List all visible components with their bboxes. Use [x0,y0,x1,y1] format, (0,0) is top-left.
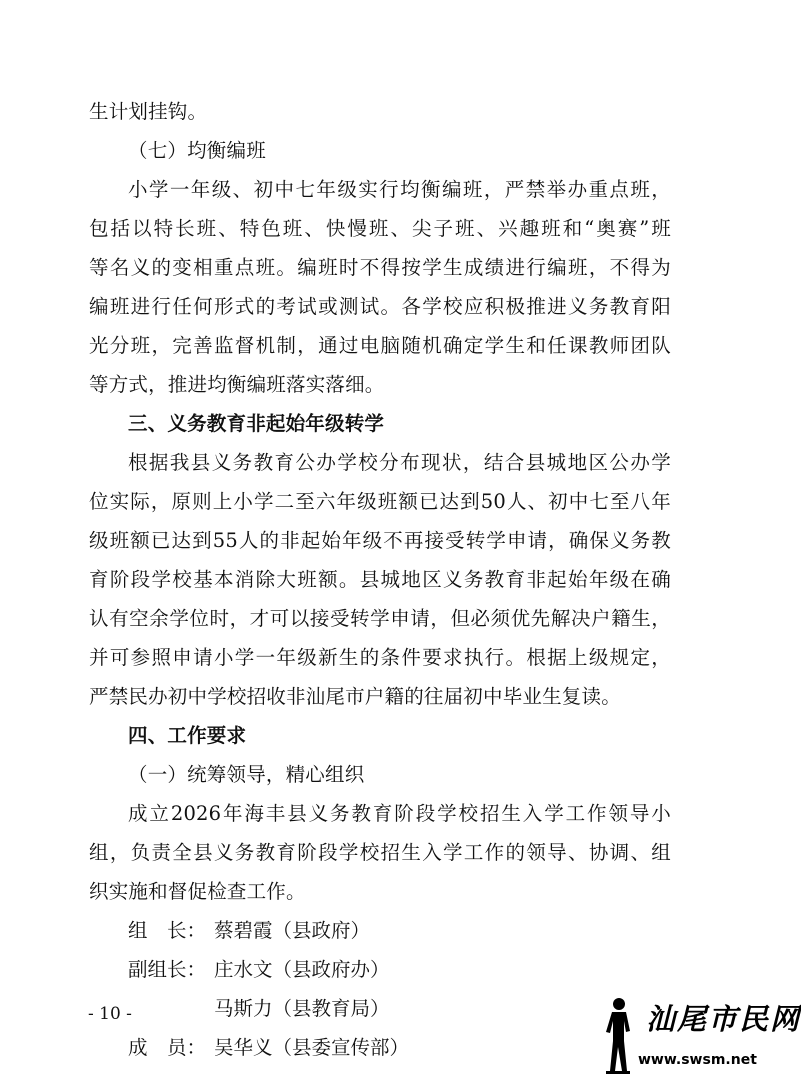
section-subheading: （七）均衡编班 [128,139,266,162]
member-role: 副组长： [128,958,207,981]
paragraph-line: 育阶段学校基本消除大班额。县城地区义务教育非起始年级在确 [89,568,671,591]
member-role: 组 长： [128,919,207,942]
member-name: 蔡碧霞（县政府） [214,919,371,942]
section-heading: 四、工作要求 [128,724,247,747]
paragraph-line: 光分班，完善监督机制，通过电脑随机确定学生和任课教师团队 [89,334,671,357]
watermark-url: www.swsm.net [638,1052,757,1068]
paragraph-line: 小学一年级、初中七年级实行均衡编班，严禁举办重点班， [128,178,671,201]
paragraph-line: 生计划挂钩。 [89,100,208,123]
paragraph-line: 认有空余学位时，才可以接受转学申请，但必须优先解决户籍生， [89,607,671,630]
paragraph-line: 并可参照申请小学一年级新生的条件要求执行。根据上级规定， [89,646,671,669]
paragraph-line: 位实际，原则上小学二至六年级班额已达到50人、初中七至八年 [89,490,671,513]
paragraph-line: 成立2026年海丰县义务教育阶段学校招生入学工作领导小 [128,802,671,825]
paragraph-line: 严禁民办初中学校招收非汕尾市户籍的往届初中毕业生复读。 [89,685,621,708]
member-name: 马斯力（县教育局） [214,997,390,1020]
member-name: 庄水文（县政府办） [214,958,390,981]
paragraph-line: 编班进行任何形式的考试或测试。各学校应积极推进义务教育阳 [89,295,671,318]
paragraph-line: 织实施和督促检查工作。 [89,880,306,903]
standing-figure-icon [596,995,640,1075]
watermark-logo-text: 汕尾市民网 [646,1002,801,1036]
page-number: - 10 - [88,1004,132,1024]
member-role: 成 员： [128,1036,207,1059]
paragraph-line: 等名义的变相重点班。编班时不得按学生成绩进行编班，不得为 [89,256,671,279]
member-name: 吴华义（县委宣传部） [214,1036,410,1059]
section-subheading: （一）统筹领导，精心组织 [128,763,365,786]
section-heading: 三、义务教育非起始年级转学 [128,412,385,435]
site-watermark [594,995,801,1077]
paragraph-line: 等方式，推进均衡编班落实落细。 [89,373,385,396]
paragraph-line: 级班额已达到55人的非起始年级不再接受转学申请，确保义务教 [89,529,671,552]
paragraph-line: 组，负责全县义务教育阶段学校招生入学工作的领导、协调、组 [89,841,671,864]
paragraph-line: 根据我县义务教育公办学校分布现状，结合县城地区公办学 [128,451,671,474]
paragraph-line: 包括以特长班、特色班、快慢班、尖子班、兴趣班和“奥赛”班 [89,217,671,240]
